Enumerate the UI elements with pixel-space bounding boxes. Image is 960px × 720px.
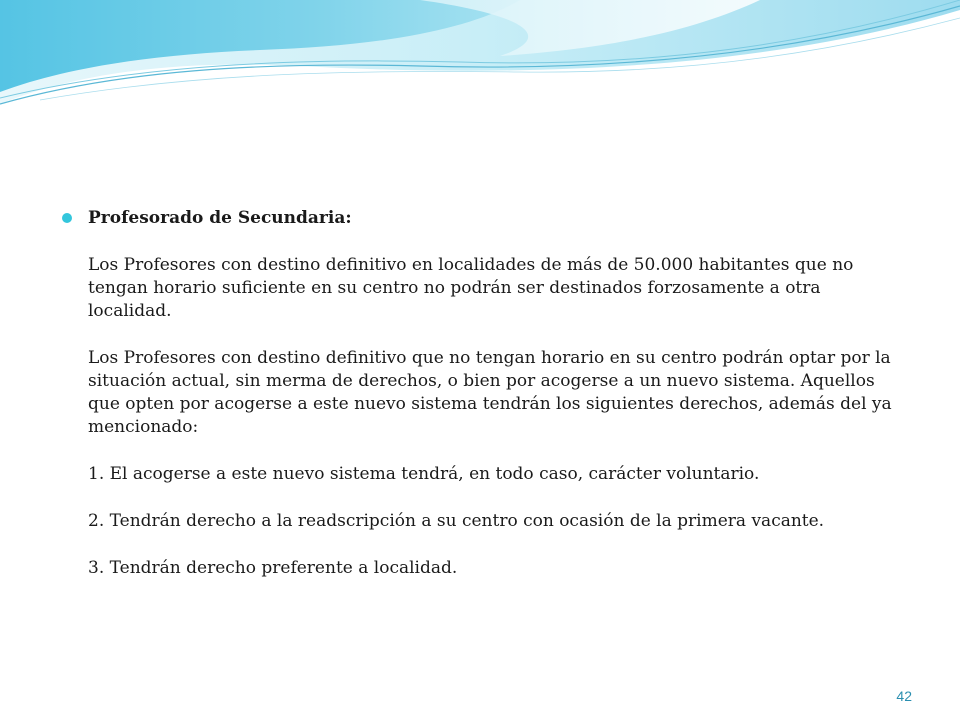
section-heading: Profesorado de Secundaria: bbox=[88, 208, 352, 228]
paragraph-2: Los Profesores con destino definitivo que no tengan horario en su centro podrán optar por la situación actual, sin merma de derechos, o bien por acogerse a un nuevo sistema. Aquellos que opten por acogerse a este nuevo sistema tendrán los siguientes derechos, además del ya mencionado: bbox=[88, 348, 892, 437]
slide-content bbox=[62, 206, 892, 580]
bullet-dot-icon bbox=[62, 213, 72, 223]
paragraph-1: Los Profesores con destino definitivo en localidades de más de 50.000 habitantes que no tengan horario suficiente en su centro no podrán ser destinados forzosamente a otra localidad. bbox=[88, 255, 854, 321]
page-number: 42 bbox=[896, 688, 912, 704]
header-wave-decoration bbox=[0, 0, 960, 120]
list-item-2: 2. Tendrán derecho a la readscripción a su centro con ocasión de la primera vacante. bbox=[88, 511, 825, 531]
bullet-item bbox=[62, 206, 892, 580]
list-item-3: 3. Tendrán derecho preferente a localidad. bbox=[88, 558, 458, 578]
list-item-1: 1. El acogerse a este nuevo sistema tendrá, en todo caso, carácter voluntario. bbox=[88, 464, 760, 484]
